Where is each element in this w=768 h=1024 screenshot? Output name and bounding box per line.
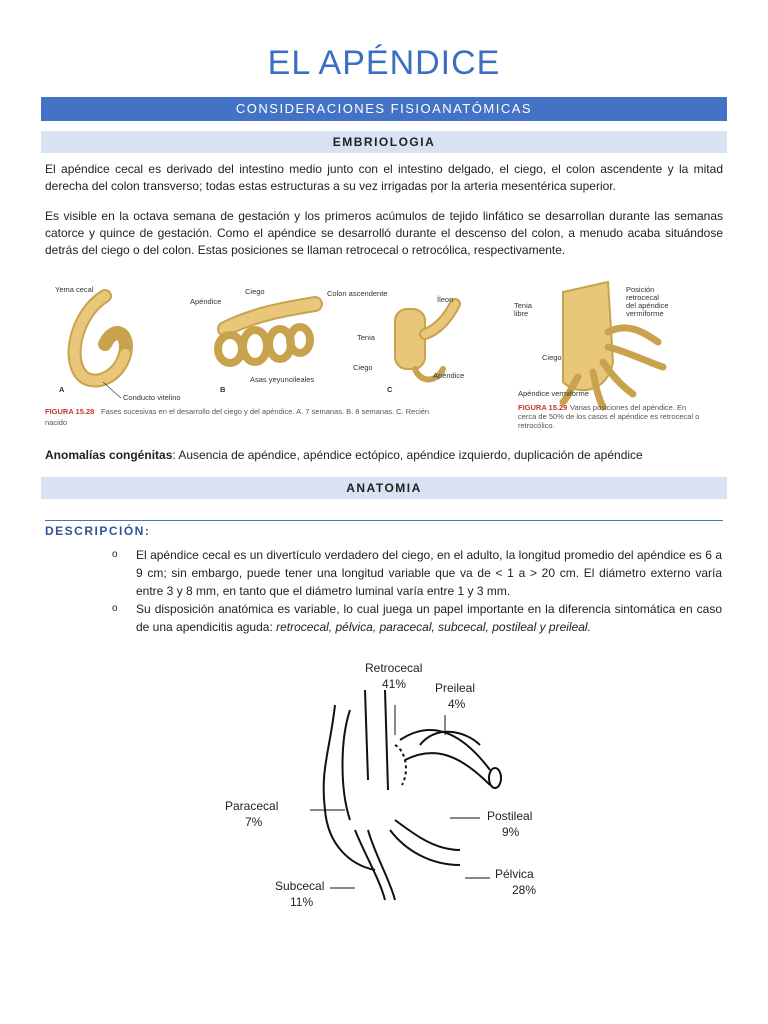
pct-subcecal: 11%	[290, 895, 314, 909]
label-posicion-2: retrocecal	[626, 293, 659, 302]
label-retrocecal: Retrocecal	[365, 661, 423, 675]
label-tenia: Tenia	[357, 333, 375, 342]
label-asas: Asas yeyunoileales	[250, 375, 315, 384]
embriologia-paragraph-2: Es visible en la octava semana de gestación y los primeros acúmulos de tejido linfático se desarrollan durante las semanas catorce y quince de gestación. Como el apéndice se desarrolló durante el descenso del colon, a menudo acaba situándose detrás del ciego o del colon. Estas posiciones se llaman retrocecal o retrocólica, respectivamente.	[45, 209, 723, 257]
figure-appendix-positions-diagram	[190, 650, 590, 920]
embriologia-paragraph-1: El apéndice cecal es derivado del intestino medio junto con el intestino delgado, el ciego, el colon ascendente y la mitad derecha del colon transverso; todas estas estructuras a su vez irrigadas por la arteria mesentérica superior.	[45, 162, 723, 193]
pct-postileal: 9%	[502, 825, 520, 839]
pct-preileal: 4%	[448, 697, 466, 711]
label-apendice-c: Apéndice	[433, 371, 465, 380]
figure-embryology-stages	[45, 274, 485, 432]
stage-b-loops	[218, 327, 310, 363]
label-colon-ascendente: Colon ascendente	[327, 289, 388, 298]
fig1-caption: Fases sucesivas en el desarrollo del ciego y del apéndice. A. 7 semanas. B. 8 semanas. C. Recién	[101, 407, 430, 416]
descripcion-heading: DESCRIPCIÓN:	[45, 524, 151, 538]
pct-pelvica: 28%	[512, 883, 537, 897]
label-c: C	[387, 385, 393, 394]
label-tenia-libre-1: Tenia	[514, 301, 532, 310]
label-ciego: Ciego	[245, 287, 265, 296]
bullet-glyph: o	[112, 549, 118, 560]
label-yema-cecal: Yema cecal	[55, 285, 94, 294]
label-posicion-3: del apéndice	[626, 301, 669, 310]
label-tenia-libre-2: libre	[514, 309, 529, 318]
cecum-line-drawing	[324, 690, 501, 900]
anomalias-label: Anomalías congénitas	[45, 448, 173, 462]
fig2-caption-1: Varias posiciones del apéndice. En	[570, 403, 687, 412]
pct-paracecal: 7%	[245, 815, 263, 829]
label-posicion-4: vermiforme	[626, 309, 664, 318]
figure-appendix-positions-color	[508, 272, 728, 434]
label-posicion-1: Posición	[626, 285, 655, 294]
page-title: EL APÉNDICE	[267, 44, 501, 82]
stage-c-colon	[395, 309, 425, 369]
label-subcecal: Subcecal	[275, 879, 325, 893]
section-banner: CONSIDERACIONES FISIOANATÓMICAS	[41, 97, 727, 121]
pct-retrocecal: 41%	[382, 677, 407, 691]
fig1-caption-number: FIGURA 15.28	[45, 407, 95, 416]
label-ileon: Íleon	[437, 295, 454, 304]
fig2-caption-number: FIGURA 15.29	[518, 403, 568, 412]
fig2-caption-3: retrocólico.	[518, 421, 555, 430]
label-b: B	[220, 385, 226, 394]
label-ciego-c: Ciego	[353, 363, 373, 372]
embriologia-heading: EMBRIOLOGIA	[41, 131, 727, 153]
fig2-caption-2: cerca de 50% de los casos el apéndice es retrocecal o	[518, 412, 700, 421]
list-item: o El apéndice cecal es un divertículo verdadero del ciego, en el adulto, la longitud promedio del apéndice es 6 a 9 cm; sin embargo, puede tener una longitud variable que va de < 1 a > 20 cm. El diámetro externo varía entre 3 y 8 mm, en tanto que el diámetro luminal varía entre 1 y 3 mm.	[112, 548, 722, 598]
label-pelvica: Pélvica	[495, 867, 534, 881]
anatomia-heading: ANATOMIA	[41, 477, 727, 499]
list-item: o Su disposición anatómica es variable, lo cual juega un papel importante en la diferencia sintomática en caso de una apendicitis aguda: retrocecal, pélvica, paracecal, subcecal, postileal y preileal.	[112, 602, 722, 634]
label-conducto-vitelino: Conducto vitelino	[123, 393, 181, 402]
label-paracecal: Paracecal	[225, 799, 279, 813]
label-preileal: Preileal	[435, 681, 476, 695]
label-a: A	[59, 385, 65, 394]
label-postileal: Postileal	[487, 809, 533, 823]
cecum-shape	[563, 282, 613, 390]
anomalias-text: : Ausencia de apéndice, apéndice ectópico, apéndice izquierdo, duplicación de apéndice	[172, 448, 643, 462]
description-list	[112, 546, 722, 636]
section-rule	[45, 520, 723, 521]
label-ciego-fig2: Ciego	[542, 353, 562, 362]
anomalias-paragraph	[45, 447, 723, 464]
label-apendice-vermiforme: Apéndice vermiforme	[518, 389, 589, 398]
bullet-glyph: o	[112, 603, 118, 614]
fig1-caption-cont: nacido	[45, 418, 68, 427]
label-apendice: Apéndice	[190, 297, 222, 306]
